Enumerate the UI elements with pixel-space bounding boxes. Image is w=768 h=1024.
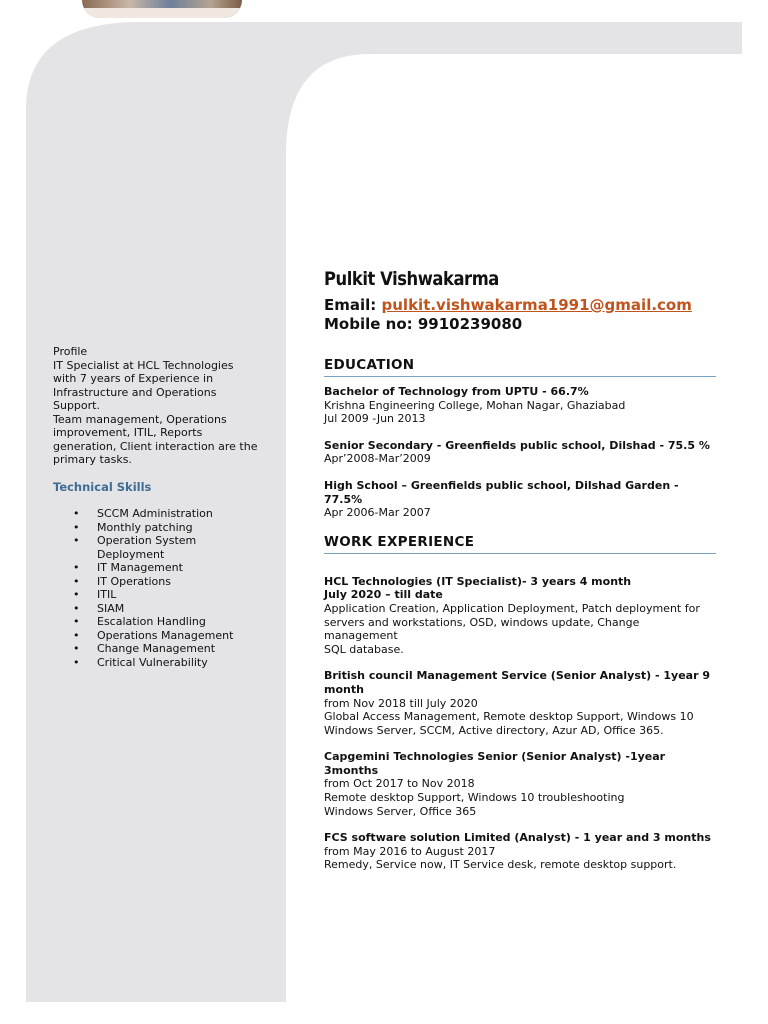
main-content [324,268,716,872]
skill-item: • Monthly patching [53,521,275,535]
candidate-name: Pulkit Vishwakarma [324,268,499,290]
work-line: from May 2016 to August 2017 [324,844,496,858]
profile-line: Team management, Operations [53,412,227,426]
education-entry [324,439,716,466]
work-line: Global Access Management, Remote desktop Support, Windows 10 [324,710,694,724]
skill-item: • Change Management [53,642,275,656]
skill-item: • Critical Vulnerability [53,656,275,670]
profile-title: Profile [53,345,88,358]
skill-item: • ITIL [53,588,275,602]
work-title: Capgemini Technologies Senior (Senior Analyst) -1year 3months [324,750,666,777]
skill-item-continuation: Deployment [97,547,165,561]
profile-line: Support. [53,399,100,412]
work-entry [324,575,716,657]
skill-item: • Operations Management [53,629,275,643]
skill-item: • SIAM [53,602,275,616]
skill-item: • Operation System [53,534,275,548]
work-entry [324,831,716,872]
technical-skills-list [53,507,275,669]
technical-skills-heading: Technical Skills [53,479,152,494]
work-line: Remedy, Service now, IT Service desk, remote desktop support. [324,858,677,872]
work-line: Windows Server, SCCM, Active directory, Azur AD, Office 365. [324,723,664,737]
education-line: Apr’2008-Mar’2009 [324,452,431,466]
skill-item: • IT Management [53,561,275,575]
work-line: Windows Server, Office 365 [324,804,477,818]
education-title: Bachelor of Technology from UPTU - 66.7% [324,385,589,398]
profile-line: Infrastructure and Operations [53,385,217,399]
work-entry [324,750,716,818]
skill-item: • Escalation Handling [53,615,275,629]
education-entry [324,385,716,426]
work-title: British council Management Service (Senior Analyst) - 1year 9 month [324,669,711,696]
profile-line: generation, Client interaction are the [53,439,258,453]
work-line: SQL database. [324,642,404,656]
email-label: Email: [324,296,382,314]
education-entry [324,479,716,520]
education-title: High School – Greenfields public school, Dilshad Garden - 77.5% [324,478,679,506]
sidebar [53,345,275,669]
education-line: Krishna Engineering College, Mohan Nagar, Ghaziabad [324,398,626,412]
skill-item: • SCCM Administration [53,507,275,521]
education-title: Senior Secondary - Greenfields public school, Dilshad - 75.5 % [324,438,710,452]
profile-line: with 7 years of Experience in [53,372,214,385]
work-experience-heading: WORK EXPERIENCE [324,534,716,554]
profile-line: primary tasks. [53,453,132,466]
education-line: Jul 2009 -Jun 2013 [324,412,426,426]
skill-item: • IT Operations [53,575,275,589]
work-line: from Oct 2017 to Nov 2018 [324,777,475,791]
profile-photo [82,0,242,18]
work-title: HCL Technologies (IT Specialist)- 3 years 4 month [324,574,632,588]
mobile-line: Mobile no: 9910239080 [324,315,523,333]
work-title: FCS software solution Limited (Analyst) - 1 year and 3 months [324,831,711,845]
profile-line: IT Specialist at HCL Technologies [53,358,234,372]
profile-line: improvement, ITIL, Reports [53,426,203,439]
email-link[interactable]: pulkit.vishwakarma1991@gmail.com [381,296,692,314]
education-heading: EDUCATION [324,357,716,377]
work-entry [324,669,716,737]
work-line: Remote desktop Support, Windows 10 troubleshooting [324,791,625,805]
education-line: Apr 2006-Mar 2007 [324,506,431,520]
work-line: from Nov 2018 till July 2020 [324,696,478,710]
work-dates: July 2020 – till date [324,588,443,602]
work-line: Application Creation, Application Deployment, Patch deployment for servers and workstations, OSD, windows update, Change management [324,601,700,643]
email-line [324,296,716,315]
